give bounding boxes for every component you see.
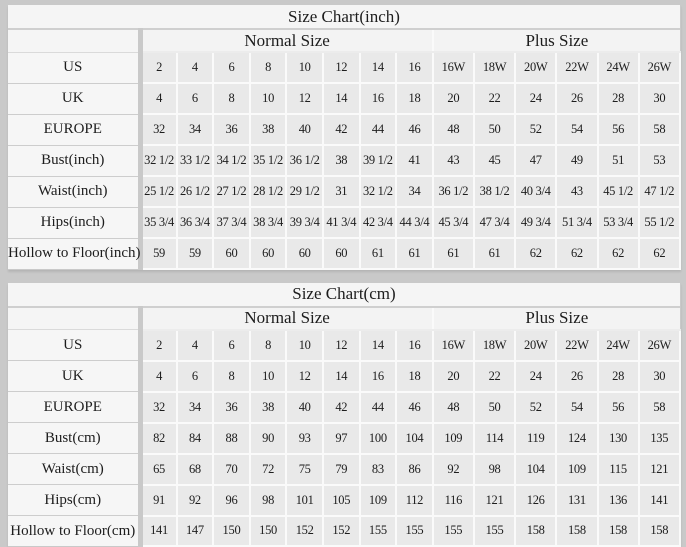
table-row bbox=[8, 83, 680, 114]
size-value-cell: 104 bbox=[515, 454, 556, 485]
size-value-cell: 101 bbox=[286, 485, 323, 516]
size-value-cell: 155 bbox=[396, 516, 433, 547]
size-value-cell: 24W bbox=[598, 330, 639, 361]
size-value-cell: 28 1/2 bbox=[250, 176, 287, 207]
size-value-cell: 48 bbox=[433, 114, 474, 145]
size-value-cell: 20 bbox=[433, 83, 474, 114]
size-value-cell: 41 bbox=[396, 145, 433, 176]
size-value-cell: 61 bbox=[474, 238, 515, 269]
size-value-cell: 32 bbox=[140, 392, 177, 423]
table-row bbox=[8, 145, 680, 176]
size-value-cell: 98 bbox=[250, 485, 287, 516]
size-value-cell: 79 bbox=[323, 454, 360, 485]
title-row bbox=[8, 5, 680, 29]
size-value-cell: 36 bbox=[213, 392, 250, 423]
size-value-cell: 2 bbox=[140, 52, 177, 83]
size-value-cell: 52 bbox=[515, 392, 556, 423]
size-value-cell: 158 bbox=[598, 516, 639, 547]
size-value-cell: 26W bbox=[639, 52, 680, 83]
size-value-cell: 47 bbox=[515, 145, 556, 176]
size-value-cell: 36 3/4 bbox=[177, 207, 214, 238]
size-value-cell: 121 bbox=[639, 454, 680, 485]
size-value-cell: 38 bbox=[250, 392, 287, 423]
size-value-cell: 34 bbox=[396, 176, 433, 207]
size-value-cell: 2 bbox=[140, 330, 177, 361]
column-group-row bbox=[8, 307, 680, 330]
row-label: Waist(inch) bbox=[8, 176, 140, 207]
row-label: UK bbox=[8, 83, 140, 114]
size-value-cell: 51 3/4 bbox=[556, 207, 597, 238]
table-row bbox=[8, 114, 680, 145]
size-value-cell: 24 bbox=[515, 361, 556, 392]
size-value-cell: 54 bbox=[556, 114, 597, 145]
size-value-cell: 53 bbox=[639, 145, 680, 176]
size-value-cell: 10 bbox=[286, 330, 323, 361]
size-value-cell: 70 bbox=[213, 454, 250, 485]
size-value-cell: 16W bbox=[433, 330, 474, 361]
row-label: EUROPE bbox=[8, 392, 140, 423]
size-value-cell: 42 3/4 bbox=[360, 207, 397, 238]
size-value-cell: 12 bbox=[286, 83, 323, 114]
size-value-cell: 62 bbox=[515, 238, 556, 269]
row-label: Hips(inch) bbox=[8, 207, 140, 238]
table-row bbox=[8, 176, 680, 207]
size-value-cell: 83 bbox=[360, 454, 397, 485]
size-value-cell: 44 3/4 bbox=[396, 207, 433, 238]
size-value-cell: 58 bbox=[639, 114, 680, 145]
size-value-cell: 16 bbox=[360, 361, 397, 392]
size-value-cell: 58 bbox=[639, 392, 680, 423]
size-value-cell: 36 1/2 bbox=[433, 176, 474, 207]
size-value-cell: 62 bbox=[639, 238, 680, 269]
row-label: EUROPE bbox=[8, 114, 140, 145]
size-value-cell: 28 bbox=[598, 83, 639, 114]
corner-cell bbox=[8, 29, 140, 52]
column-group-row bbox=[8, 29, 680, 52]
size-value-cell: 90 bbox=[250, 423, 287, 454]
size-value-cell: 93 bbox=[286, 423, 323, 454]
size-value-cell: 60 bbox=[250, 238, 287, 269]
size-value-cell: 45 bbox=[474, 145, 515, 176]
size-value-cell: 75 bbox=[286, 454, 323, 485]
size-value-cell: 14 bbox=[360, 330, 397, 361]
size-value-cell: 16 bbox=[396, 330, 433, 361]
row-label: Waist(cm) bbox=[8, 454, 140, 485]
size-value-cell: 6 bbox=[213, 330, 250, 361]
size-value-cell: 60 bbox=[213, 238, 250, 269]
size-value-cell: 48 bbox=[433, 392, 474, 423]
size-value-cell: 158 bbox=[556, 516, 597, 547]
size-value-cell: 59 bbox=[177, 238, 214, 269]
size-value-cell: 155 bbox=[474, 516, 515, 547]
size-value-cell: 84 bbox=[177, 423, 214, 454]
size-value-cell: 24 bbox=[515, 83, 556, 114]
size-value-cell: 38 1/2 bbox=[474, 176, 515, 207]
size-value-cell: 8 bbox=[213, 83, 250, 114]
size-value-cell: 141 bbox=[140, 516, 177, 547]
size-value-cell: 116 bbox=[433, 485, 474, 516]
size-value-cell: 109 bbox=[556, 454, 597, 485]
size-value-cell: 46 bbox=[396, 392, 433, 423]
size-value-cell: 8 bbox=[250, 52, 287, 83]
size-value-cell: 18 bbox=[396, 83, 433, 114]
size-value-cell: 30 bbox=[639, 361, 680, 392]
size-value-cell: 52 bbox=[515, 114, 556, 145]
size-value-cell: 150 bbox=[213, 516, 250, 547]
size-value-cell: 65 bbox=[140, 454, 177, 485]
size-value-cell: 42 bbox=[323, 114, 360, 145]
size-value-cell: 54 bbox=[556, 392, 597, 423]
size-value-cell: 150 bbox=[250, 516, 287, 547]
size-value-cell: 158 bbox=[515, 516, 556, 547]
size-value-cell: 126 bbox=[515, 485, 556, 516]
size-value-cell: 49 3/4 bbox=[515, 207, 556, 238]
size-value-cell: 10 bbox=[286, 52, 323, 83]
size-value-cell: 6 bbox=[177, 361, 214, 392]
size-value-cell: 98 bbox=[474, 454, 515, 485]
size-value-cell: 152 bbox=[323, 516, 360, 547]
row-label: UK bbox=[8, 361, 140, 392]
size-value-cell: 32 1/2 bbox=[140, 145, 177, 176]
size-value-cell: 136 bbox=[598, 485, 639, 516]
table-row bbox=[8, 361, 680, 392]
size-value-cell: 12 bbox=[323, 52, 360, 83]
size-value-cell: 39 1/2 bbox=[360, 145, 397, 176]
table-title: Size Chart(cm) bbox=[8, 283, 680, 307]
size-value-cell: 24W bbox=[598, 52, 639, 83]
size-value-cell: 61 bbox=[396, 238, 433, 269]
row-label: Hollow to Floor(cm) bbox=[8, 516, 140, 547]
size-value-cell: 34 bbox=[177, 114, 214, 145]
size-value-cell: 10 bbox=[250, 83, 287, 114]
table-row bbox=[8, 392, 680, 423]
size-value-cell: 44 bbox=[360, 114, 397, 145]
size-value-cell: 16 bbox=[396, 52, 433, 83]
size-value-cell: 45 1/2 bbox=[598, 176, 639, 207]
row-label: US bbox=[8, 330, 140, 361]
size-value-cell: 40 bbox=[286, 114, 323, 145]
table-row bbox=[8, 454, 680, 485]
size-value-cell: 44 bbox=[360, 392, 397, 423]
size-value-cell: 22 bbox=[474, 83, 515, 114]
size-value-cell: 61 bbox=[360, 238, 397, 269]
table-row bbox=[8, 52, 680, 83]
size-value-cell: 30 bbox=[639, 83, 680, 114]
size-value-cell: 8 bbox=[213, 361, 250, 392]
row-label: Bust(cm) bbox=[8, 423, 140, 454]
size-value-cell: 42 bbox=[323, 392, 360, 423]
size-value-cell: 155 bbox=[433, 516, 474, 547]
size-chart-inch-table bbox=[8, 5, 681, 270]
size-value-cell: 40 3/4 bbox=[515, 176, 556, 207]
size-value-cell: 14 bbox=[323, 361, 360, 392]
size-value-cell: 96 bbox=[213, 485, 250, 516]
size-value-cell: 82 bbox=[140, 423, 177, 454]
size-value-cell: 26 bbox=[556, 361, 597, 392]
size-value-cell: 38 bbox=[323, 145, 360, 176]
size-value-cell: 100 bbox=[360, 423, 397, 454]
size-value-cell: 20W bbox=[515, 52, 556, 83]
plus-size-header: Plus Size bbox=[433, 307, 680, 330]
size-value-cell: 8 bbox=[250, 330, 287, 361]
title-row bbox=[8, 283, 680, 307]
size-value-cell: 41 3/4 bbox=[323, 207, 360, 238]
size-value-cell: 29 1/2 bbox=[286, 176, 323, 207]
size-value-cell: 68 bbox=[177, 454, 214, 485]
size-value-cell: 92 bbox=[177, 485, 214, 516]
size-value-cell: 56 bbox=[598, 392, 639, 423]
row-label: US bbox=[8, 52, 140, 83]
size-value-cell: 12 bbox=[323, 330, 360, 361]
size-value-cell: 60 bbox=[286, 238, 323, 269]
size-value-cell: 49 bbox=[556, 145, 597, 176]
size-value-cell: 43 bbox=[433, 145, 474, 176]
size-value-cell: 121 bbox=[474, 485, 515, 516]
size-value-cell: 16 bbox=[360, 83, 397, 114]
size-value-cell: 36 bbox=[213, 114, 250, 145]
size-value-cell: 18W bbox=[474, 330, 515, 361]
size-value-cell: 22W bbox=[556, 52, 597, 83]
size-value-cell: 4 bbox=[140, 83, 177, 114]
table-row bbox=[8, 423, 680, 454]
size-value-cell: 60 bbox=[323, 238, 360, 269]
size-value-cell: 86 bbox=[396, 454, 433, 485]
size-value-cell: 6 bbox=[177, 83, 214, 114]
size-value-cell: 109 bbox=[360, 485, 397, 516]
table-row bbox=[8, 485, 680, 516]
size-value-cell: 47 3/4 bbox=[474, 207, 515, 238]
table-title: Size Chart(inch) bbox=[8, 5, 680, 29]
size-value-cell: 105 bbox=[323, 485, 360, 516]
size-value-cell: 38 bbox=[250, 114, 287, 145]
size-value-cell: 26W bbox=[639, 330, 680, 361]
size-value-cell: 27 1/2 bbox=[213, 176, 250, 207]
size-value-cell: 18W bbox=[474, 52, 515, 83]
size-value-cell: 18 bbox=[396, 361, 433, 392]
size-value-cell: 12 bbox=[286, 361, 323, 392]
size-value-cell: 26 bbox=[556, 83, 597, 114]
size-value-cell: 10 bbox=[250, 361, 287, 392]
size-value-cell: 14 bbox=[323, 83, 360, 114]
size-value-cell: 39 3/4 bbox=[286, 207, 323, 238]
size-value-cell: 97 bbox=[323, 423, 360, 454]
size-value-cell: 38 3/4 bbox=[250, 207, 287, 238]
size-value-cell: 115 bbox=[598, 454, 639, 485]
size-value-cell: 155 bbox=[360, 516, 397, 547]
size-value-cell: 51 bbox=[598, 145, 639, 176]
size-value-cell: 4 bbox=[177, 52, 214, 83]
table-row bbox=[8, 330, 680, 361]
size-value-cell: 91 bbox=[140, 485, 177, 516]
size-value-cell: 104 bbox=[396, 423, 433, 454]
size-value-cell: 25 1/2 bbox=[140, 176, 177, 207]
size-value-cell: 124 bbox=[556, 423, 597, 454]
normal-size-header: Normal Size bbox=[140, 29, 433, 52]
size-value-cell: 112 bbox=[396, 485, 433, 516]
size-value-cell: 147 bbox=[177, 516, 214, 547]
size-value-cell: 158 bbox=[639, 516, 680, 547]
size-value-cell: 35 3/4 bbox=[140, 207, 177, 238]
corner-cell bbox=[8, 307, 140, 330]
size-value-cell: 32 1/2 bbox=[360, 176, 397, 207]
size-value-cell: 26 1/2 bbox=[177, 176, 214, 207]
size-value-cell: 31 bbox=[323, 176, 360, 207]
size-value-cell: 72 bbox=[250, 454, 287, 485]
size-value-cell: 37 3/4 bbox=[213, 207, 250, 238]
size-value-cell: 50 bbox=[474, 114, 515, 145]
size-value-cell: 40 bbox=[286, 392, 323, 423]
size-value-cell: 16W bbox=[433, 52, 474, 83]
size-value-cell: 34 1/2 bbox=[213, 145, 250, 176]
size-value-cell: 50 bbox=[474, 392, 515, 423]
size-value-cell: 45 3/4 bbox=[433, 207, 474, 238]
size-value-cell: 141 bbox=[639, 485, 680, 516]
size-value-cell: 46 bbox=[396, 114, 433, 145]
table-row bbox=[8, 238, 680, 269]
size-value-cell: 33 1/2 bbox=[177, 145, 214, 176]
size-value-cell: 114 bbox=[474, 423, 515, 454]
size-value-cell: 62 bbox=[598, 238, 639, 269]
size-value-cell: 56 bbox=[598, 114, 639, 145]
row-label: Hollow to Floor(inch) bbox=[8, 238, 140, 269]
size-value-cell: 119 bbox=[515, 423, 556, 454]
size-value-cell: 152 bbox=[286, 516, 323, 547]
size-value-cell: 92 bbox=[433, 454, 474, 485]
size-value-cell: 6 bbox=[213, 52, 250, 83]
size-value-cell: 53 3/4 bbox=[598, 207, 639, 238]
size-value-cell: 34 bbox=[177, 392, 214, 423]
row-label: Bust(inch) bbox=[8, 145, 140, 176]
size-value-cell: 36 1/2 bbox=[286, 145, 323, 176]
size-value-cell: 59 bbox=[140, 238, 177, 269]
size-value-cell: 14 bbox=[360, 52, 397, 83]
size-value-cell: 88 bbox=[213, 423, 250, 454]
size-value-cell: 43 bbox=[556, 176, 597, 207]
size-value-cell: 135 bbox=[639, 423, 680, 454]
size-value-cell: 22 bbox=[474, 361, 515, 392]
size-value-cell: 61 bbox=[433, 238, 474, 269]
size-value-cell: 130 bbox=[598, 423, 639, 454]
table-row bbox=[8, 516, 680, 547]
size-value-cell: 20 bbox=[433, 361, 474, 392]
normal-size-header: Normal Size bbox=[140, 307, 433, 330]
table-row bbox=[8, 207, 680, 238]
size-value-cell: 28 bbox=[598, 361, 639, 392]
size-value-cell: 20W bbox=[515, 330, 556, 361]
size-value-cell: 35 1/2 bbox=[250, 145, 287, 176]
size-value-cell: 4 bbox=[177, 330, 214, 361]
size-value-cell: 32 bbox=[140, 114, 177, 145]
row-label: Hips(cm) bbox=[8, 485, 140, 516]
size-value-cell: 4 bbox=[140, 361, 177, 392]
plus-size-header: Plus Size bbox=[433, 29, 680, 52]
size-value-cell: 55 1/2 bbox=[639, 207, 680, 238]
size-value-cell: 131 bbox=[556, 485, 597, 516]
size-value-cell: 47 1/2 bbox=[639, 176, 680, 207]
size-value-cell: 109 bbox=[433, 423, 474, 454]
size-chart-cm-table bbox=[8, 283, 681, 547]
size-value-cell: 22W bbox=[556, 330, 597, 361]
size-value-cell: 62 bbox=[556, 238, 597, 269]
